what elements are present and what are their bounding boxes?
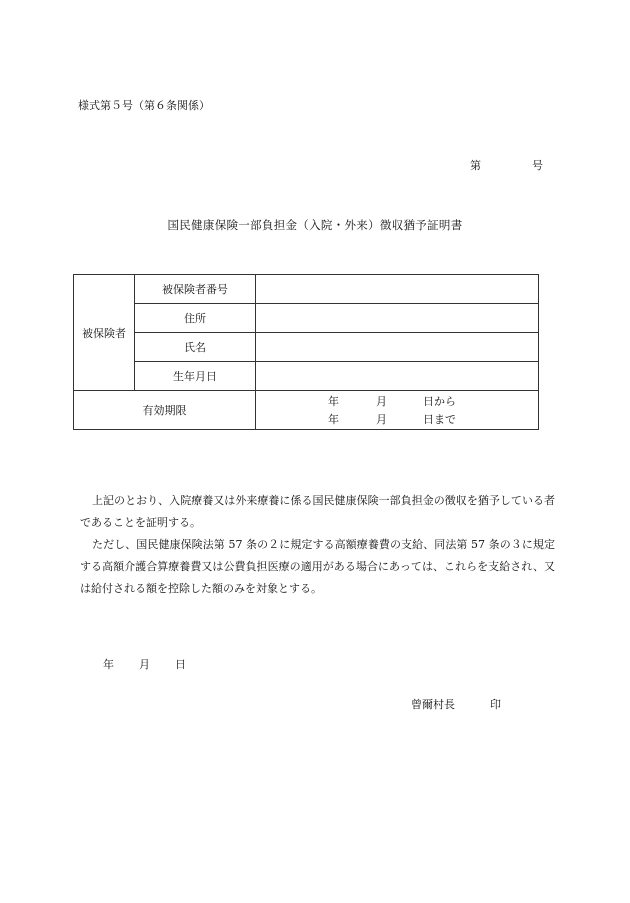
period-to: [328, 411, 456, 427]
period-to-year: 年: [328, 413, 339, 426]
validity-period-dates: [256, 391, 539, 430]
field-value-address: [256, 304, 539, 333]
body-paragraph-1: 上記のとおり、入院療養又は外来療養に係る国民健康保険一部負担金の徴収を猶予している者であることを証明する。: [80, 494, 555, 529]
document-number: [470, 157, 543, 173]
field-label-birthdate: 生年月日: [135, 362, 256, 391]
certificate-table: [73, 274, 539, 430]
signer-name: 曾爾村長: [411, 698, 455, 711]
period-from: [328, 393, 456, 409]
doc-number-suffix: 号: [532, 159, 543, 172]
period-from-month: 月: [376, 395, 387, 408]
form-number: 様式第５号（第６条関係）: [78, 99, 210, 112]
sign-date: [103, 656, 211, 672]
field-value-insured-number: [256, 275, 539, 304]
field-label-address: 住所: [135, 304, 256, 333]
doc-number-prefix: 第: [470, 159, 481, 172]
period-to-day: 日まで: [423, 413, 456, 426]
field-value-name: [256, 333, 539, 362]
sign-date-year: 年: [103, 658, 114, 671]
validity-period-label: 有効期限: [74, 391, 256, 430]
sign-date-month: 月: [139, 658, 150, 671]
period-from-year: 年: [328, 395, 339, 408]
period-from-day: 日から: [423, 395, 456, 408]
field-value-birthdate: [256, 362, 539, 391]
field-label-name: 氏名: [135, 333, 256, 362]
insured-group-label: 被保険者: [74, 275, 135, 391]
field-label-insured-number: 被保険者番号: [135, 275, 256, 304]
period-to-month: 月: [376, 413, 387, 426]
signer: [411, 696, 501, 712]
body-paragraph-2: ただし、国民健康保険法第 57 条の２に規定する高額療養費の支給、同法第 57 条の３に規定する高額介護合算療養費又は公費負担医療の適用がある場合にあっては、これらを支給され、又は給付される額を控除した額のみを対象とする。: [80, 538, 555, 595]
sign-date-day: 日: [175, 658, 186, 671]
seal-mark: 印: [490, 698, 501, 711]
document-title: 国民健康保険一部負担金（入院・外来）徴収猶予証明書: [167, 218, 463, 232]
certificate-body: [80, 490, 555, 600]
